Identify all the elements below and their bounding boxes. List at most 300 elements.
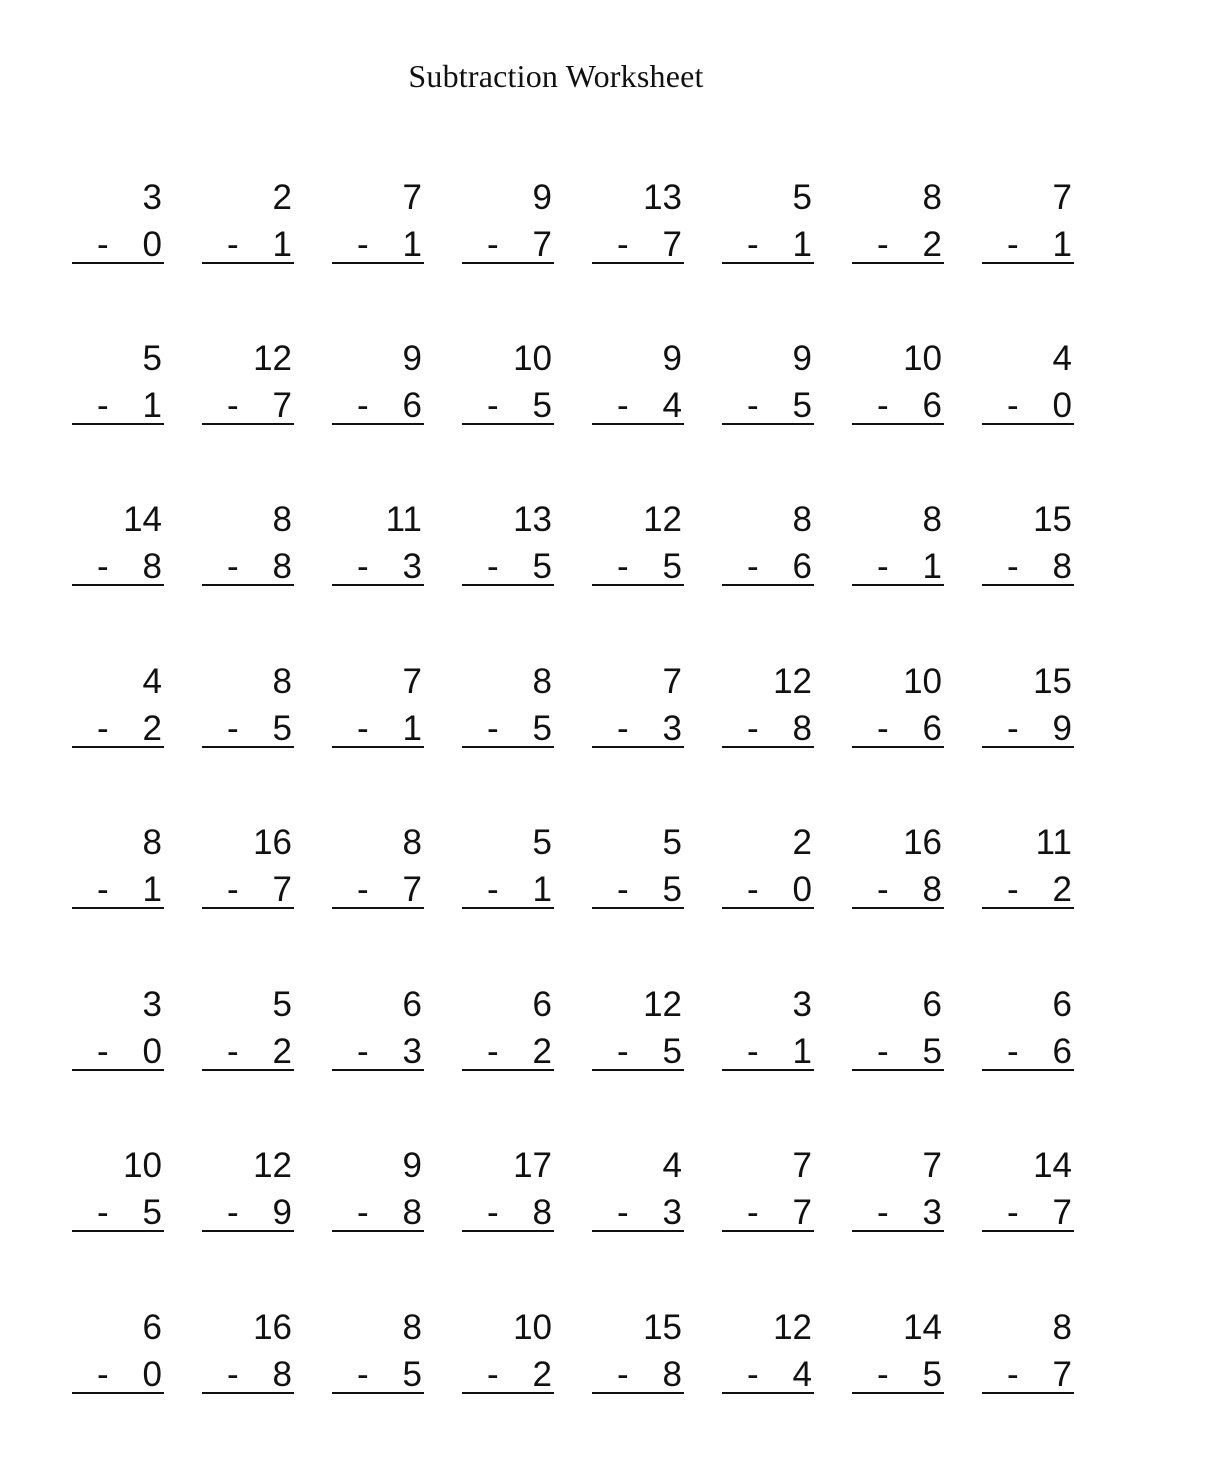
subtraction-problem: [202, 664, 294, 764]
answer-line: [592, 262, 684, 264]
minuend: 10: [903, 339, 942, 378]
subtrahend: 3: [662, 1193, 682, 1232]
subtrahend: 1: [922, 547, 942, 586]
subtraction-problem: [592, 664, 684, 764]
minus-sign: -: [357, 709, 369, 748]
answer-line: [982, 746, 1074, 748]
subtraction-problem: [462, 1310, 554, 1410]
minuend: 15: [643, 1308, 682, 1347]
minus-sign: -: [617, 386, 629, 425]
subtrahend: 0: [142, 1032, 162, 1071]
subtrahend: 6: [1052, 1032, 1072, 1071]
subtraction-problem: [722, 502, 814, 602]
subtraction-problem: [462, 1148, 554, 1248]
answer-line: [72, 1069, 164, 1071]
minus-sign: -: [1007, 1355, 1019, 1394]
answer-line: [332, 907, 424, 909]
subtraction-problem: [592, 180, 684, 280]
subtraction-problem: [722, 825, 814, 925]
minuend: 8: [272, 662, 292, 701]
subtraction-problem: [332, 1148, 424, 1248]
minuend: 3: [142, 178, 162, 217]
subtraction-problem: [462, 341, 554, 441]
minuend: 9: [532, 178, 552, 217]
minus-sign: -: [227, 225, 239, 264]
minus-sign: -: [487, 225, 499, 264]
minus-sign: -: [487, 870, 499, 909]
minus-sign: -: [227, 870, 239, 909]
minuend: 10: [513, 339, 552, 378]
subtraction-problem: [982, 1148, 1074, 1248]
minus-sign: -: [747, 1355, 759, 1394]
minuend: 5: [272, 985, 292, 1024]
subtraction-problem: [852, 1310, 944, 1410]
answer-line: [72, 1230, 164, 1232]
answer-line: [332, 423, 424, 425]
answer-line: [722, 907, 814, 909]
minus-sign: -: [487, 1355, 499, 1394]
minus-sign: -: [617, 225, 629, 264]
minus-sign: -: [1007, 1032, 1019, 1071]
answer-line: [852, 262, 944, 264]
subtrahend: 8: [272, 547, 292, 586]
subtrahend: 1: [402, 225, 422, 264]
minuend: 16: [903, 823, 942, 862]
minus-sign: -: [487, 1193, 499, 1232]
subtraction-problem: [332, 180, 424, 280]
minuend: 14: [903, 1308, 942, 1347]
minuend: 8: [532, 662, 552, 701]
subtraction-problem: [202, 341, 294, 441]
subtrahend: 9: [272, 1193, 292, 1232]
answer-line: [332, 262, 424, 264]
subtrahend: 5: [662, 1032, 682, 1071]
minus-sign: -: [97, 547, 109, 586]
subtrahend: 5: [402, 1355, 422, 1394]
subtraction-problem: [852, 502, 944, 602]
subtraction-problem: [202, 1148, 294, 1248]
minus-sign: -: [617, 709, 629, 748]
minus-sign: -: [487, 386, 499, 425]
subtrahend: 6: [922, 709, 942, 748]
minuend: 8: [792, 500, 812, 539]
minuend: 5: [142, 339, 162, 378]
minuend: 16: [253, 823, 292, 862]
answer-line: [852, 907, 944, 909]
subtrahend: 0: [142, 1355, 162, 1394]
answer-line: [722, 746, 814, 748]
minuend: 8: [272, 500, 292, 539]
minus-sign: -: [617, 1193, 629, 1232]
subtraction-problem: [722, 987, 814, 1087]
answer-line: [852, 746, 944, 748]
minuend: 11: [385, 500, 422, 539]
subtraction-problem: [72, 664, 164, 764]
subtraction-problem: [332, 341, 424, 441]
subtraction-problem: [722, 180, 814, 280]
minuend: 10: [903, 662, 942, 701]
subtrahend: 4: [662, 386, 682, 425]
subtraction-problem: [462, 664, 554, 764]
minus-sign: -: [877, 1032, 889, 1071]
minuend: 4: [662, 1146, 682, 1185]
minus-sign: -: [747, 1032, 759, 1071]
minus-sign: -: [747, 870, 759, 909]
answer-line: [202, 1069, 294, 1071]
subtraction-problem: [852, 987, 944, 1087]
subtraction-problem: [722, 664, 814, 764]
answer-line: [72, 1392, 164, 1394]
minuend: 8: [402, 1308, 422, 1347]
subtraction-problem: [72, 825, 164, 925]
minus-sign: -: [877, 225, 889, 264]
minus-sign: -: [1007, 547, 1019, 586]
subtraction-problem: [982, 1310, 1074, 1410]
minus-sign: -: [227, 386, 239, 425]
minuend: 12: [643, 985, 682, 1024]
minuend: 12: [773, 1308, 812, 1347]
subtraction-problem: [592, 825, 684, 925]
answer-line: [202, 584, 294, 586]
minus-sign: -: [97, 1355, 109, 1394]
minus-sign: -: [487, 547, 499, 586]
minuend: 7: [662, 662, 682, 701]
subtrahend: 8: [1052, 547, 1072, 586]
subtraction-problem: [72, 987, 164, 1087]
subtraction-problem: [332, 664, 424, 764]
subtrahend: 8: [662, 1355, 682, 1394]
subtraction-problem: [462, 502, 554, 602]
subtrahend: 1: [792, 225, 812, 264]
subtraction-problem: [592, 502, 684, 602]
minuend: 15: [1033, 500, 1072, 539]
minus-sign: -: [1007, 709, 1019, 748]
subtrahend: 5: [662, 870, 682, 909]
subtraction-problem: [982, 664, 1074, 764]
answer-line: [202, 1230, 294, 1232]
answer-line: [982, 262, 1074, 264]
subtraction-problem: [72, 1148, 164, 1248]
worksheet-title: Subtraction Worksheet: [408, 58, 704, 94]
minuend: 16: [253, 1308, 292, 1347]
subtrahend: 7: [272, 870, 292, 909]
minus-sign: -: [227, 547, 239, 586]
minus-sign: -: [747, 1193, 759, 1232]
minuend: 6: [1052, 985, 1072, 1024]
subtraction-problem: [202, 825, 294, 925]
subtrahend: 6: [792, 547, 812, 586]
minuend: 9: [402, 1146, 422, 1185]
minuend: 8: [922, 178, 942, 217]
subtrahend: 8: [792, 709, 812, 748]
subtrahend: 3: [662, 709, 682, 748]
minus-sign: -: [97, 709, 109, 748]
answer-line: [332, 1230, 424, 1232]
minuend: 6: [532, 985, 552, 1024]
subtrahend: 5: [272, 709, 292, 748]
subtrahend: 6: [402, 386, 422, 425]
subtrahend: 4: [792, 1355, 812, 1394]
minuend: 8: [1052, 1308, 1072, 1347]
minuend: 7: [922, 1146, 942, 1185]
minuend: 9: [662, 339, 682, 378]
subtraction-problem: [982, 825, 1074, 925]
subtrahend: 1: [402, 709, 422, 748]
subtraction-problem: [72, 180, 164, 280]
answer-line: [982, 907, 1074, 909]
answer-line: [722, 1230, 814, 1232]
minus-sign: -: [877, 870, 889, 909]
minuend: 2: [272, 178, 292, 217]
subtraction-problem: [852, 825, 944, 925]
answer-line: [72, 584, 164, 586]
subtrahend: 6: [922, 386, 942, 425]
minus-sign: -: [1007, 225, 1019, 264]
answer-line: [72, 746, 164, 748]
answer-line: [202, 423, 294, 425]
minuend: 4: [1052, 339, 1072, 378]
minuend: 6: [142, 1308, 162, 1347]
minus-sign: -: [357, 225, 369, 264]
subtrahend: 9: [1052, 709, 1072, 748]
minuend: 10: [123, 1146, 162, 1185]
subtrahend: 8: [922, 870, 942, 909]
minus-sign: -: [747, 386, 759, 425]
subtrahend: 5: [142, 1193, 162, 1232]
minus-sign: -: [617, 1032, 629, 1071]
minuend: 9: [792, 339, 812, 378]
minus-sign: -: [487, 709, 499, 748]
minuend: 5: [792, 178, 812, 217]
subtraction-problem: [722, 1148, 814, 1248]
minus-sign: -: [97, 1193, 109, 1232]
answer-line: [852, 1392, 944, 1394]
minuend: 12: [643, 500, 682, 539]
minus-sign: -: [357, 386, 369, 425]
subtrahend: 5: [792, 386, 812, 425]
answer-line: [462, 423, 554, 425]
subtrahend: 1: [532, 870, 552, 909]
answer-line: [982, 423, 1074, 425]
minuend: 5: [532, 823, 552, 862]
minuend: 9: [402, 339, 422, 378]
subtraction-problem: [852, 1148, 944, 1248]
subtraction-problem: [462, 825, 554, 925]
minuend: 10: [513, 1308, 552, 1347]
minus-sign: -: [227, 1032, 239, 1071]
minuend: 7: [402, 178, 422, 217]
subtrahend: 8: [532, 1193, 552, 1232]
minuend: 8: [922, 500, 942, 539]
answer-line: [202, 1392, 294, 1394]
minuend: 14: [1033, 1146, 1072, 1185]
minus-sign: -: [747, 709, 759, 748]
subtrahend: 2: [532, 1032, 552, 1071]
subtraction-problem: [332, 1310, 424, 1410]
answer-line: [852, 584, 944, 586]
subtrahend: 1: [142, 870, 162, 909]
minus-sign: -: [227, 1355, 239, 1394]
subtrahend: 7: [272, 386, 292, 425]
answer-line: [462, 584, 554, 586]
minus-sign: -: [227, 709, 239, 748]
subtraction-problem: [852, 180, 944, 280]
answer-line: [722, 1069, 814, 1071]
subtraction-problem: [202, 180, 294, 280]
answer-line: [462, 746, 554, 748]
minus-sign: -: [877, 709, 889, 748]
subtraction-problem: [852, 664, 944, 764]
subtraction-problem: [982, 180, 1074, 280]
minus-sign: -: [97, 225, 109, 264]
answer-line: [852, 423, 944, 425]
minus-sign: -: [97, 870, 109, 909]
answer-line: [592, 584, 684, 586]
subtrahend: 8: [142, 547, 162, 586]
subtraction-problem: [202, 502, 294, 602]
subtrahend: 5: [532, 709, 552, 748]
minus-sign: -: [97, 386, 109, 425]
answer-line: [462, 1230, 554, 1232]
minuend: 12: [253, 1146, 292, 1185]
subtrahend: 7: [532, 225, 552, 264]
minuend: 5: [662, 823, 682, 862]
subtrahend: 0: [792, 870, 812, 909]
minus-sign: -: [747, 225, 759, 264]
subtrahend: 3: [922, 1193, 942, 1232]
minus-sign: -: [97, 1032, 109, 1071]
minuend: 6: [402, 985, 422, 1024]
subtrahend: 5: [922, 1032, 942, 1071]
answer-line: [852, 1069, 944, 1071]
minus-sign: -: [877, 1355, 889, 1394]
subtrahend: 8: [272, 1355, 292, 1394]
subtraction-problem: [852, 341, 944, 441]
minus-sign: -: [877, 547, 889, 586]
minuend: 3: [142, 985, 162, 1024]
subtraction-problem: [592, 341, 684, 441]
subtrahend: 8: [402, 1193, 422, 1232]
subtraction-problem: [332, 987, 424, 1087]
answer-line: [982, 1230, 1074, 1232]
minuend: 12: [253, 339, 292, 378]
subtrahend: 1: [1052, 225, 1072, 264]
answer-line: [852, 1230, 944, 1232]
minus-sign: -: [1007, 386, 1019, 425]
subtrahend: 0: [142, 225, 162, 264]
answer-line: [592, 1230, 684, 1232]
minuend: 13: [513, 500, 552, 539]
subtrahend: 7: [792, 1193, 812, 1232]
answer-line: [72, 262, 164, 264]
subtraction-problem: [982, 987, 1074, 1087]
subtrahend: 2: [922, 225, 942, 264]
answer-line: [72, 907, 164, 909]
subtrahend: 1: [272, 225, 292, 264]
subtrahend: 3: [402, 547, 422, 586]
subtrahend: 5: [532, 386, 552, 425]
answer-line: [462, 262, 554, 264]
subtrahend: 2: [142, 709, 162, 748]
minus-sign: -: [357, 870, 369, 909]
minuend: 4: [142, 662, 162, 701]
answer-line: [72, 423, 164, 425]
subtrahend: 1: [142, 386, 162, 425]
answer-line: [592, 1069, 684, 1071]
subtraction-problem: [72, 341, 164, 441]
subtrahend: 5: [532, 547, 552, 586]
minus-sign: -: [877, 386, 889, 425]
subtrahend: 2: [532, 1355, 552, 1394]
answer-line: [722, 1392, 814, 1394]
subtrahend: 7: [1052, 1193, 1072, 1232]
subtrahend: 5: [922, 1355, 942, 1394]
subtraction-problem: [982, 502, 1074, 602]
answer-line: [982, 1392, 1074, 1394]
subtraction-problem: [592, 987, 684, 1087]
minus-sign: -: [1007, 1193, 1019, 1232]
subtraction-problem: [72, 502, 164, 602]
answer-line: [202, 907, 294, 909]
minus-sign: -: [877, 1193, 889, 1232]
minuend: 7: [1052, 178, 1072, 217]
answer-line: [722, 584, 814, 586]
minuend: 2: [792, 823, 812, 862]
minus-sign: -: [357, 1355, 369, 1394]
subtraction-problem: [202, 987, 294, 1087]
subtrahend: 5: [662, 547, 682, 586]
minuend: 7: [402, 662, 422, 701]
minus-sign: -: [357, 1193, 369, 1232]
minuend: 15: [1033, 662, 1072, 701]
minuend: 12: [773, 662, 812, 701]
subtraction-problem: [462, 180, 554, 280]
subtraction-problem: [592, 1148, 684, 1248]
subtraction-problem: [982, 341, 1074, 441]
minuend: 11: [1035, 823, 1072, 862]
answer-line: [592, 1392, 684, 1394]
minuend: 14: [123, 500, 162, 539]
minuend: 17: [513, 1146, 552, 1185]
answer-line: [202, 746, 294, 748]
minus-sign: -: [357, 547, 369, 586]
subtrahend: 7: [1052, 1355, 1072, 1394]
subtrahend: 1: [792, 1032, 812, 1071]
minus-sign: -: [617, 547, 629, 586]
answer-line: [982, 1069, 1074, 1071]
minus-sign: -: [747, 547, 759, 586]
answer-line: [332, 1069, 424, 1071]
minus-sign: -: [617, 1355, 629, 1394]
answer-line: [592, 907, 684, 909]
minuend: 8: [142, 823, 162, 862]
subtrahend: 3: [402, 1032, 422, 1071]
subtraction-problem: [592, 1310, 684, 1410]
minus-sign: -: [357, 1032, 369, 1071]
minus-sign: -: [227, 1193, 239, 1232]
subtraction-problem: [722, 1310, 814, 1410]
subtrahend: 0: [1052, 386, 1072, 425]
answer-line: [332, 746, 424, 748]
minus-sign: -: [617, 870, 629, 909]
subtraction-problem: [332, 502, 424, 602]
answer-line: [202, 262, 294, 264]
subtrahend: 2: [272, 1032, 292, 1071]
minuend: 3: [792, 985, 812, 1024]
answer-line: [722, 262, 814, 264]
minuend: 8: [402, 823, 422, 862]
answer-line: [462, 1069, 554, 1071]
